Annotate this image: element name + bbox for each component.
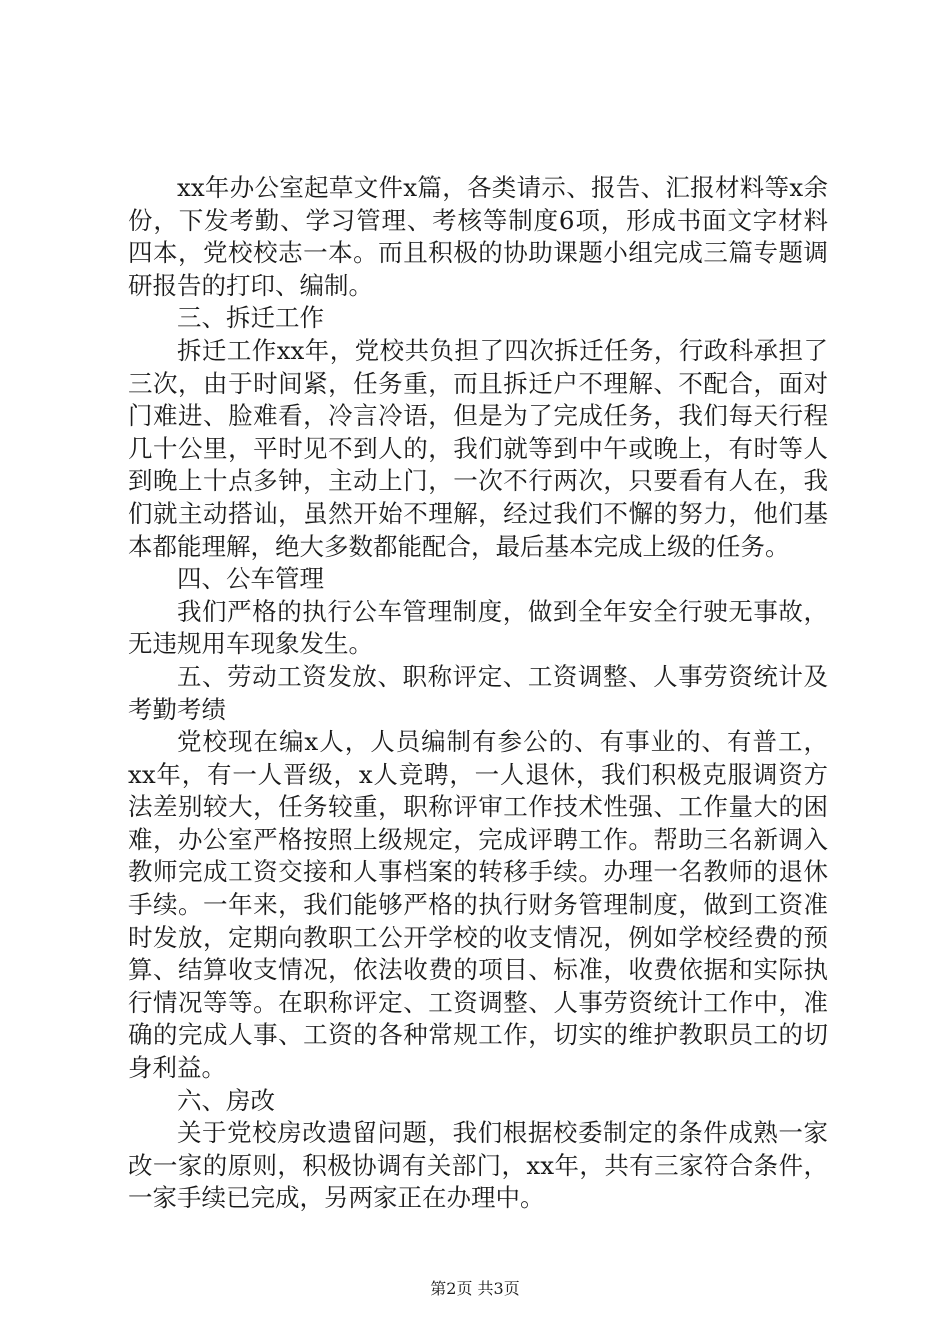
heading-housing-reform: 六、房改 <box>177 1085 275 1115</box>
page-number-footer: 第2页 共3页 <box>430 1279 520 1298</box>
heading-demolition: 三、拆迁工作 <box>177 303 324 333</box>
paragraph-demolition: 拆迁工作xx年，党校共负担了四次拆迁任务，行政科承担了三次，由于时间紧，任务重，而且拆迁户不理解、不配合，面对门难进、脸难看，冷言冷语，但是为了完成任务，我们每天行程几十公里，平时见不到人的，我们就等到中午或晚上，有时等人到晚上十点多钟，主动上门，一次不行两次，只要看有人在，我们就主动搭讪，虽然开始不理解，经过我们不懈的努力，他们基本都能理解，绝大多数都能配合，最后基本完成上级的任务。 <box>128 335 828 561</box>
document-body <box>128 172 828 1215</box>
heading-vehicle-management: 四、公车管理 <box>177 564 324 594</box>
paragraph-housing-reform: 关于党校房改遗留问题，我们根据校委制定的条件成熟一家改一家的原则，积极协调有关部门，xx年，共有三家符合条件，一家手续已完成，另两家正在办理中。 <box>128 1118 828 1213</box>
paragraph-vehicle-management: 我们严格的执行公车管理制度，做到全年安全行驶无事故，无违规用车现象发生。 <box>128 596 828 659</box>
heading-wages-titles: 五、劳动工资发放、职称评定、工资调整、人事劳资统计及考勤考绩 <box>128 661 828 724</box>
paragraph-office-drafting: xx年办公室起草文件x篇，各类请示、报告、汇报材料等x余份，下发考勤、学习管理、考核等制度6项，形成书面文字材料四本，党校校志一本。而且积极的协助课题小组完成三篇专题调研报告的打印、编制。 <box>128 173 828 300</box>
paragraph-wages-titles: 党校现在编x人，人员编制有参公的、有事业的、有普工，xx年，有一人晋级，x人竞聘，一人退休，我们积极克服调资方法差别较大，任务较重，职称评审工作技术性强、工作量大的困难，办公室严格按照上级规定，完成评聘工作。帮助三名新调入教师完成工资交接和人事档案的转移手续。办理一名教师的退休手续。一年来，我们能够严格的执行财务管理制度，做到工资准时发放，定期向教职工公开学校的收支情况，例如学校经费的预算、结算收支情况，依法收费的项目、标准，收费依据和实际执行情况等等。在职称评定、工资调整、人事劳资统计工作中，准确的完成人事、工资的各种常规工作，切实的维护教职员工的切身利益。 <box>128 727 828 1083</box>
